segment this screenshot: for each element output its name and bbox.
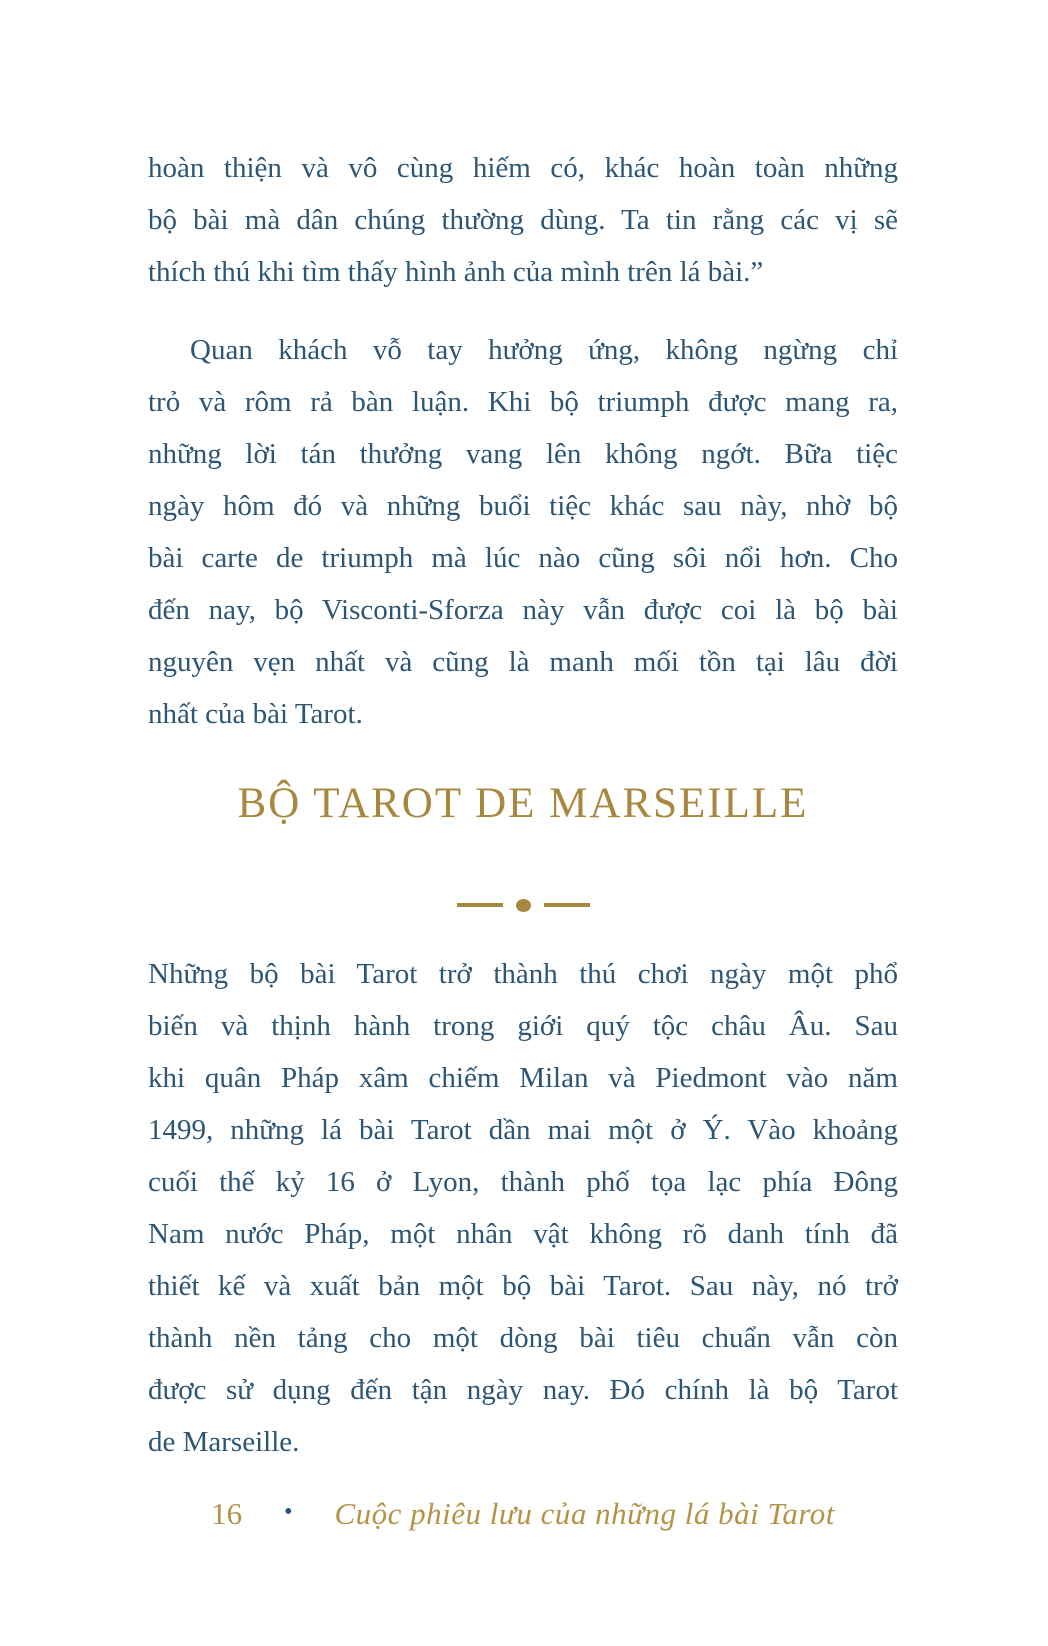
footer-book-title: Cuộc phiêu lưu của những lá bài Tarot [334, 1496, 835, 1531]
text-line: Những bộ bài Tarot trở thành thú chơi ngày một phổ [148, 958, 898, 990]
text-line: thích thú khi tìm thấy hình ảnh của mình trên lá bài.” [148, 256, 764, 288]
text-line: trỏ và rôm rả bàn luận. Khi bộ triumph được mang ra, [148, 386, 898, 418]
divider-line-left-icon [457, 903, 503, 907]
divider-dot-icon [516, 899, 531, 912]
footer-bullet-separator: • [284, 1498, 293, 1525]
section-divider-ornament [148, 898, 898, 912]
text-line: được sử dụng đến tận ngày nay. Đó chính là bộ Tarot [148, 1374, 898, 1406]
section-heading: BỘ TAROT DE MARSEILLE [237, 780, 809, 827]
text-line: biến và thịnh hành trong giới quý tộc châu Âu. Sau [148, 1010, 898, 1042]
text-line: Nam nước Pháp, một nhân vật không rõ danh tính đã [148, 1218, 898, 1250]
page-footer [148, 1492, 898, 1536]
text-line: thiết kế và xuất bản một bộ bài Tarot. Sau này, nó trở [148, 1270, 898, 1302]
text-line: hoàn thiện và vô cùng hiếm có, khác hoàn toàn những [148, 152, 898, 184]
text-line: bộ bài mà dân chúng thường dùng. Ta tin rằng các vị sẽ [148, 204, 898, 236]
paragraph-banquet [148, 324, 898, 740]
text-line: de Marseille. [148, 1426, 300, 1458]
paragraph-continuation [148, 142, 898, 298]
text-line: Quan khách vỗ tay hưởng ứng, không ngừng chỉ [190, 334, 898, 366]
text-line: khi quân Pháp xâm chiếm Milan và Piedmont vào năm [148, 1062, 898, 1094]
paragraph-marseille [148, 948, 898, 1468]
text-line: bài carte de triumph mà lúc nào cũng sôi nổi hơn. Cho [148, 542, 898, 574]
text-line: thành nền tảng cho một dòng bài tiêu chuẩn vẫn còn [148, 1322, 898, 1354]
divider-line-right-icon [544, 903, 590, 907]
text-line: ngày hôm đó và những buổi tiệc khác sau này, nhờ bộ [148, 490, 898, 522]
page-number: 16 [211, 1496, 243, 1531]
text-line: đến nay, bộ Visconti-Sforza này vẫn được coi là bộ bài [148, 594, 898, 626]
text-line: nhất của bài Tarot. [148, 698, 363, 730]
text-line: những lời tán thưởng vang lên không ngớt. Bữa tiệc [148, 438, 898, 470]
text-line: nguyên vẹn nhất và cũng là manh mối tồn tại lâu đời [148, 646, 898, 678]
text-line: 1499, những lá bài Tarot dần mai một ở Ý. Vào khoảng [148, 1114, 898, 1146]
text-line: cuối thế kỷ 16 ở Lyon, thành phố tọa lạc phía Đông [148, 1166, 898, 1198]
